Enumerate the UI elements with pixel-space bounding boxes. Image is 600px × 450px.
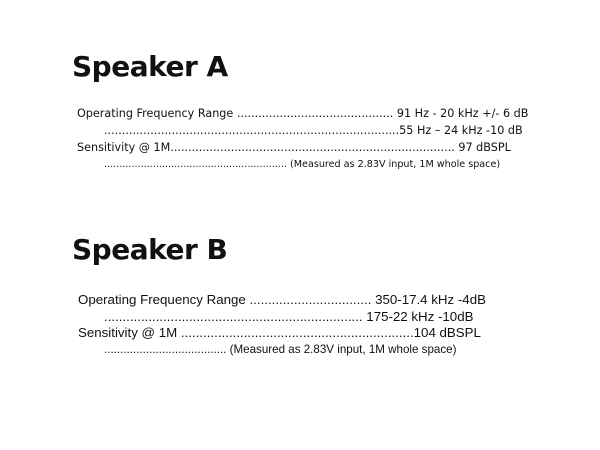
speaker-a-frequency-range-secondary-line: ...................................................................................55 Hz – 24 kHz -10 dB [104, 124, 523, 137]
speaker-a-frequency-range-line: Operating Frequency Range ............................................ 91 Hz - 20 kHz +/- 6 dB [77, 107, 529, 120]
speaker-b-sensitivity-line: Sensitivity @ 1M ...............................................................104 dBSPL [78, 325, 481, 340]
speaker-b-frequency-range-secondary-line: ...................................................................... 175-22 kHz -10dB [104, 309, 474, 324]
speaker-b-measurement-note: ...................................... (Measured as 2.83V input, 1M whole space) [104, 343, 457, 356]
speaker-b-frequency-range-line: Operating Frequency Range ................................. 350-17.4 kHz -4dB [78, 292, 486, 307]
speaker-a-measurement-note: ............................................................ (Measured as 2.83V input, 1M whole space) [104, 159, 501, 170]
speaker-b-title: Speaker B [72, 233, 228, 266]
speaker-a-title: Speaker A [72, 50, 228, 83]
speaker-a-sensitivity-line: Sensitivity @ 1M................................................................................ 97 dBSPL [77, 141, 511, 154]
